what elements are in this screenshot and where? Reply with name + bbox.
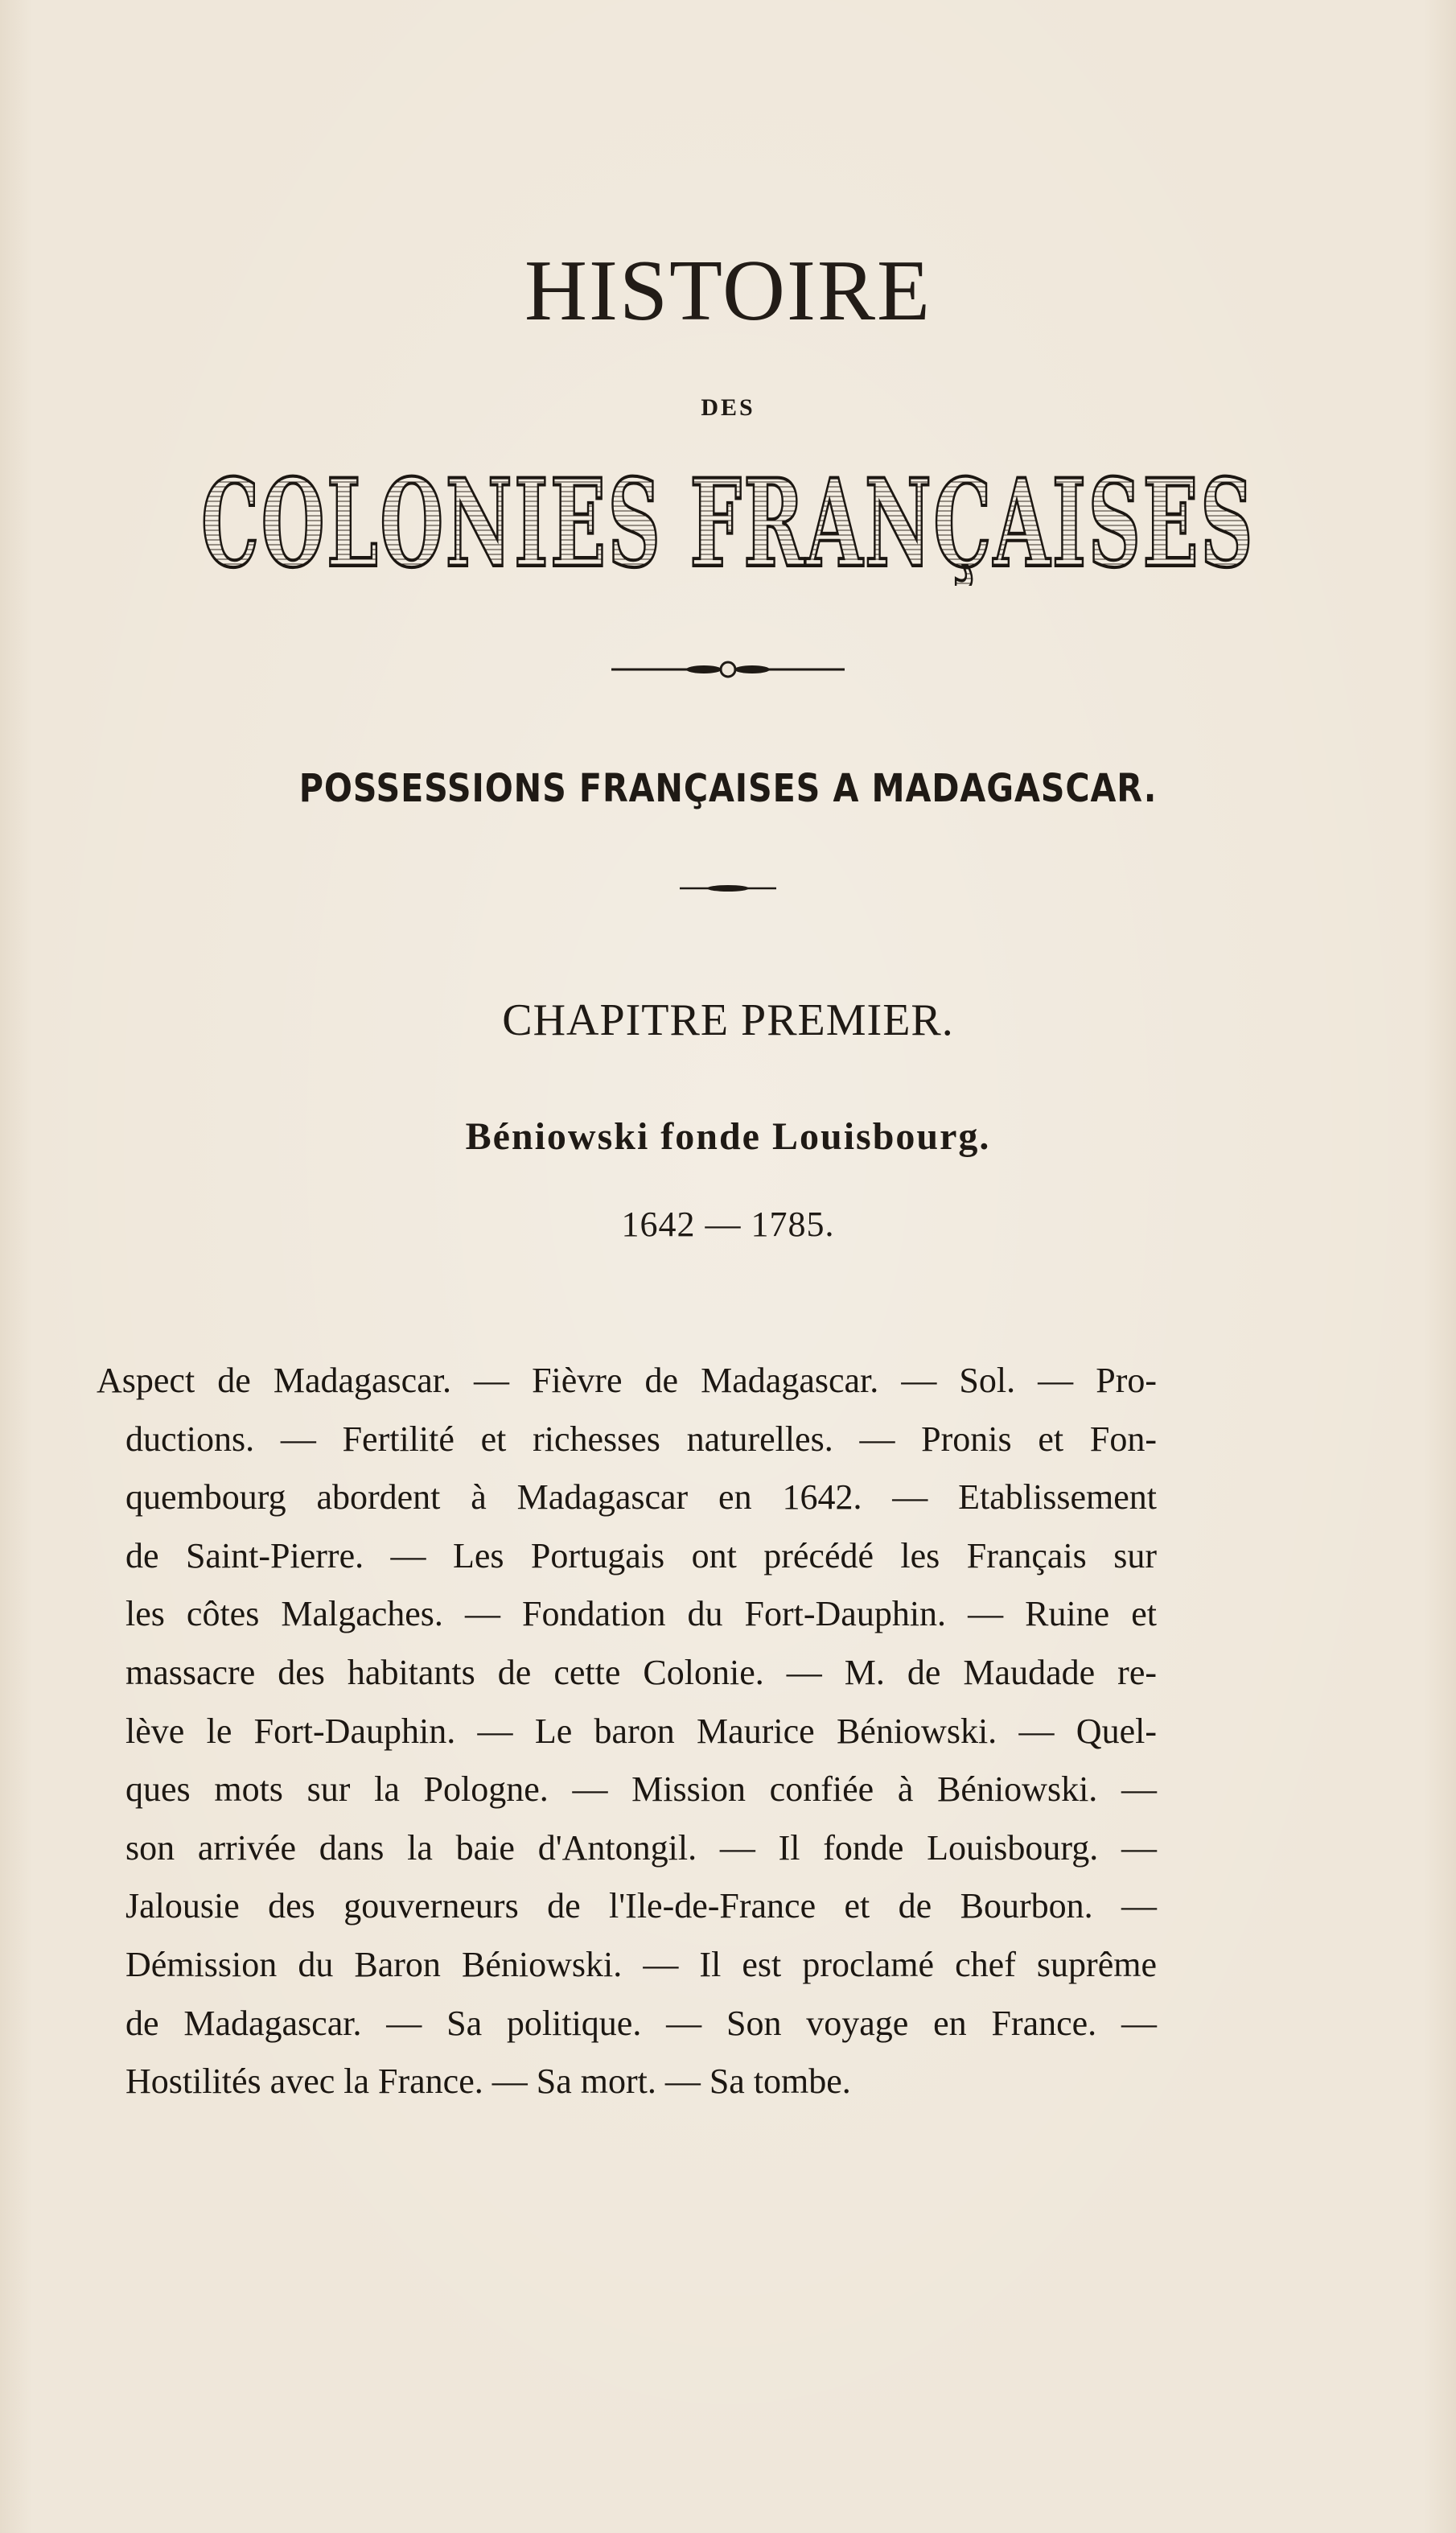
ornamental-rule-middle <box>0 882 1456 895</box>
summary-line: de Madagascar. — Sa politique. — Son voyage en France. — <box>125 2003 1157 2043</box>
summary-line: Démission du Baron Béniowski. — Il est proclamé chef suprême <box>125 1944 1157 1984</box>
chapter-heading: CHAPITRE PREMIER. <box>502 995 954 1045</box>
summary-line: les côtes Malgaches. — Fondation du Fort-Dauphin. — Ruine et <box>125 1594 1157 1634</box>
chapter-subtitle: Béniowski fonde Louisbourg. <box>465 1115 991 1158</box>
summary-line: de Saint-Pierre. — Les Portugais ont précédé les Français sur <box>125 1535 1157 1575</box>
summary-line: ductions. — Fertilité et richesses naturelles. — Pronis et Fon- <box>125 1419 1157 1459</box>
colonies-francaises-text: COLONIES FRANÇAISES <box>201 465 1255 586</box>
summary-line: ques mots sur la Pologne. — Mission confiée à Béniowski. — <box>125 1769 1157 1810</box>
title-des: DES <box>701 394 755 421</box>
summary-line: Jalousie des gouverneurs de l'Ile-de-France et de Bourbon. — <box>125 1886 1157 1926</box>
summary-line: Aspect de Madagascar. — Fièvre de Madagascar. — Sol. — Pro- <box>97 1361 1157 1400</box>
chapter-dates: 1642 — 1785. <box>621 1205 835 1244</box>
summary-line: massacre des habitants de cette Colonie. — M. de Maudade re- <box>125 1652 1157 1692</box>
title-histoire: HISTOIRE <box>524 243 932 339</box>
summary-line: son arrivée dans la baie d'Antongil. — Il fonde Louisbourg. — <box>125 1827 1157 1868</box>
summary-line: quembourg abordent à Madagascar en 1642. — Etablissement <box>125 1477 1157 1518</box>
section-title: POSSESSIONS FRANÇAISES A MADAGASCAR. <box>298 766 1158 811</box>
summary-line: lève le Fort-Dauphin. — Le baron Maurice Béniowski. — Quel- <box>125 1711 1157 1751</box>
decorative-title-lettering <box>0 465 1456 586</box>
ornamental-rule-top <box>0 660 1456 679</box>
summary-line: Hostilités avec la France. — Sa mort. — Sa tombe. <box>125 2061 851 2102</box>
chapter-summary <box>97 1352 1157 2111</box>
title-colonies-francaises <box>0 465 1456 586</box>
